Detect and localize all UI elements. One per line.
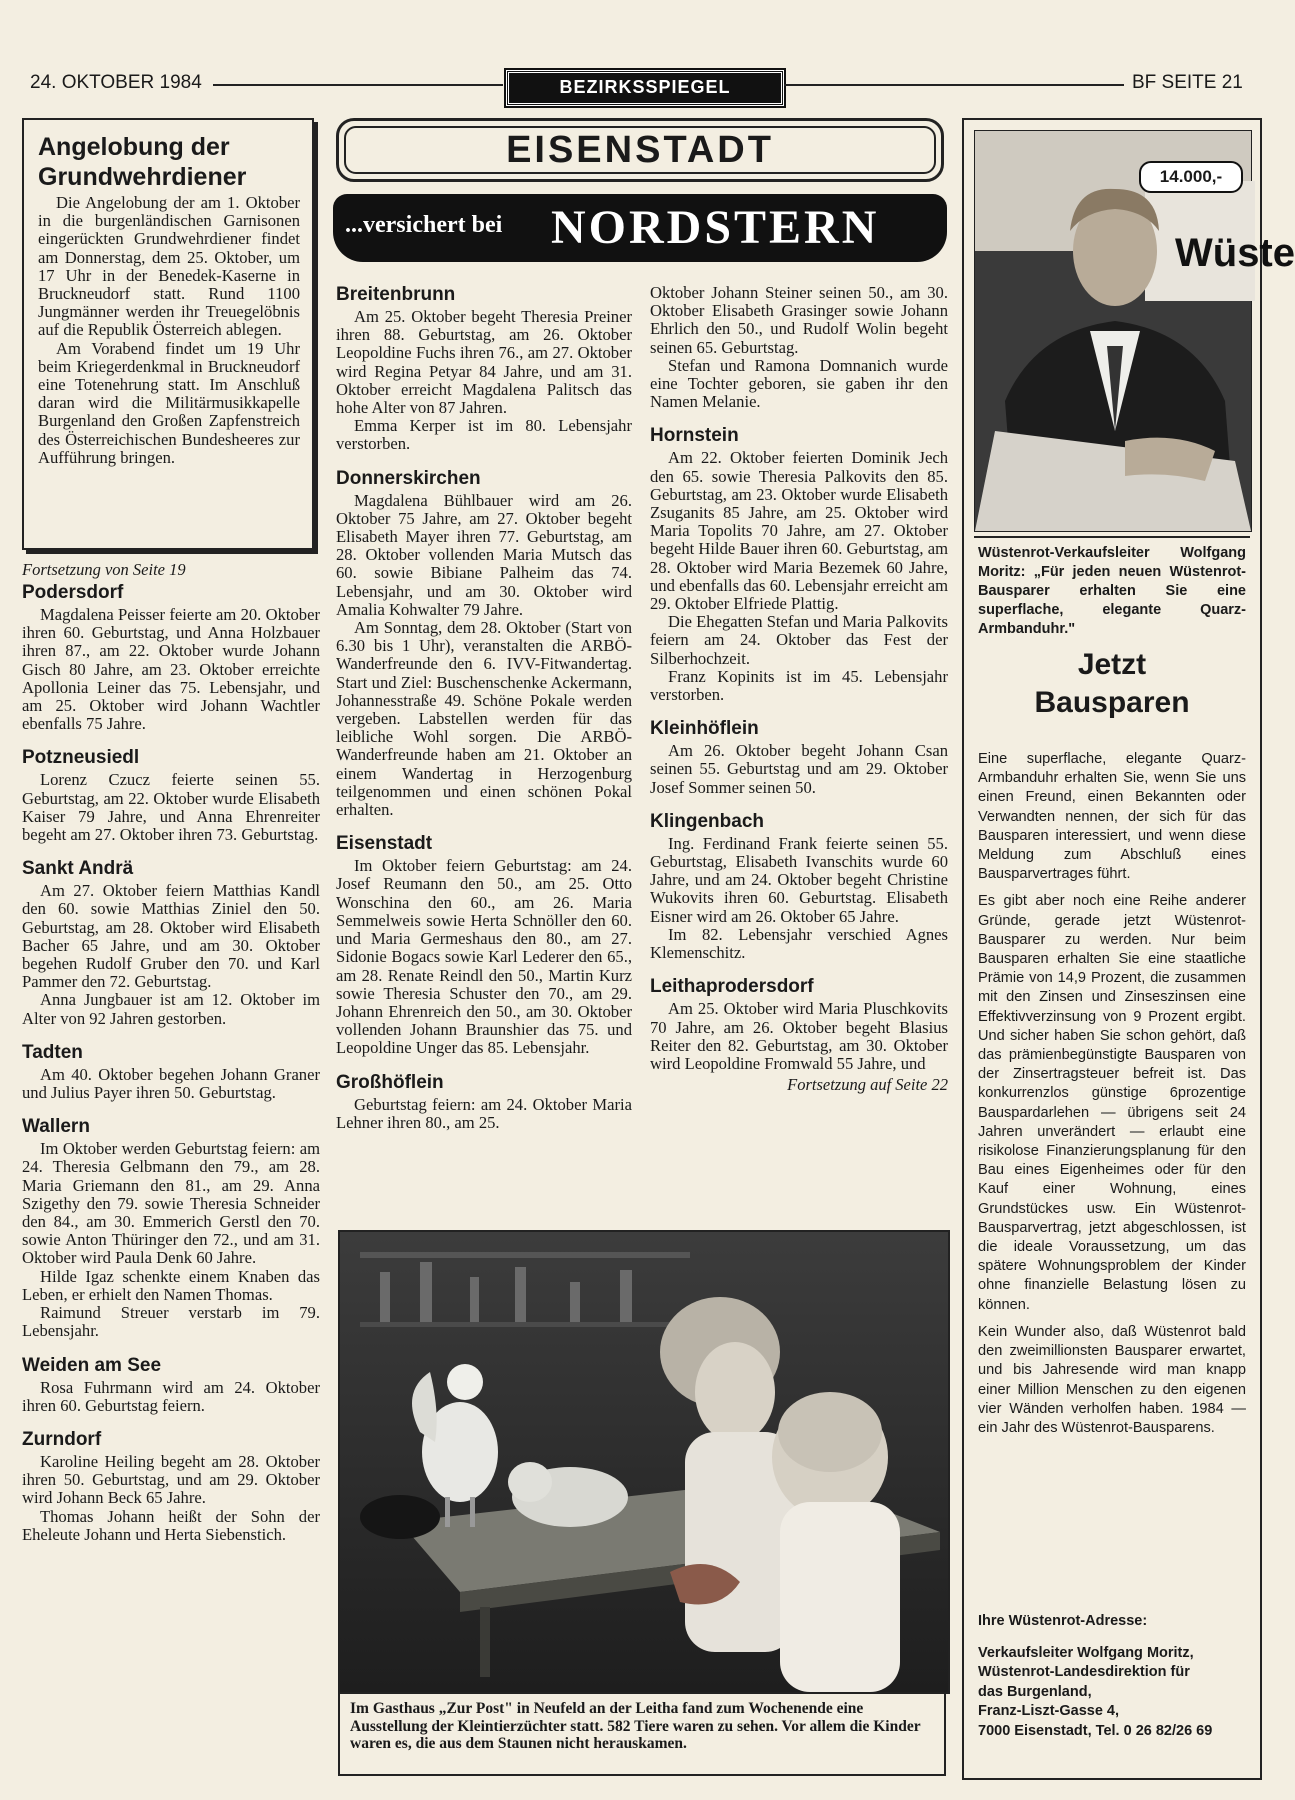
header-rule-right [784, 84, 1124, 86]
box-article-paragraph: Am Vorabend findet um 19 Uhr beim Kriegerdenkmal in Bruckneudorf eine Totenehrung statt. Im Anschluß daran wird die Militärmusikkapelle Burgenland den Großen Zapfenstreich des Österreichischen Bundesheeres zur Aufführung bringen. [38, 338, 300, 467]
section-paragraph: Am Sonntag, dem 28. Oktober (Start von 6.30 bis 1 Uhr), veranstalten die ARBÖ-Wanderfreunde den 6. IVV-Fitwandertag. Start und Ziel: Buschenschenke Ackermann, Johannesstraße 49. Schöne Pokale werden vergeben. Labstellen werden für das leibliche Wohl sorgen. Die ARBÖ-Wanderfreunde haben am 21. Oktober an einem Wandertag in Herzogenburg teilgenommen und einen schönen Pokal erhalten. [336, 618, 632, 820]
section-paragraph: Am 40. Oktober begehen Johann Graner und Julius Payer ihren 50. Geburtstag. [22, 1064, 320, 1103]
section-paragraph: Rosa Fuhrmann wird am 24. Oktober ihren 60. Geburtstag feiern. [22, 1377, 320, 1415]
section-paragraph: Am 22. Oktober feierten Dominik Jech den 65. sowie Theresia Palkovits den 85. Geburtstag, am 23. Oktober wurde Elisabeth Zsuganits 85 Jahre, am 25. Oktober wird Maria Topolits 70 Jahre, am 27. Oktober begeht Hilde Bauer ihren 60. Geburtstag, am 28. Oktober wird Maria Bezemek 60 Jahre, und ebenfalls das 60. Lebensjahr erreicht am 29. Oktober Elfriede Plattig. [650, 448, 948, 614]
section-paragraph: Lorenz Czucz feierte seinen 55. Geburtstag, am 22. Oktober wurde Elisabeth Kaiser 79 Jahre, und Anna Ehrenreiter begeht am 27. Oktober ihren 73. Geburtstag. [22, 770, 320, 845]
section-paragraph: Im Oktober werden Geburtstag feiern: am 24. Theresia Gelbmann den 79., am 28. Maria Griemann den 81., am 29. Anna Szigethy den 79. sowie Theresia Schneider den 84., am 30. Emmerich Gerstl den 70. sowie Anton Thüringer den 72., und am 31. Oktober wird Paula Denk 60 Jahre. [22, 1139, 320, 1268]
section-paragraph: Im 82. Lebensjahr verschied Agnes Klemenschitz. [650, 924, 948, 963]
ad-photo-sign-text: Wüste [1175, 231, 1295, 275]
section-heading: Podersdorf [22, 582, 124, 603]
box-article-title: Angelobung der Grundwehrdiener [38, 133, 247, 191]
section-paragraph: Am 25. Oktober begeht Theresia Preiner ihren 88. Geburtstag, am 26. Oktober Leopoldine Fuchs ihren 76., am 27. Oktober wird Regina Petyar 84 Jahre, und am 31. Oktober erreicht Magdalena Palitsch das hohe Alter von 87 Jahren. [336, 307, 632, 418]
section-paragraph: Thomas Johann heißt der Sohn der Eheleute Johann und Herta Siebenstich. [22, 1506, 320, 1544]
continued-from: Fortsetzung von Seite 19 [22, 560, 186, 579]
section-paragraph: Geburtstag feiern: am 24. Oktober Maria Lehner ihren 80., am 25. [336, 1094, 632, 1132]
section-heading: Kleinhöflein [650, 718, 759, 740]
section-heading: Zurndorf [22, 1428, 102, 1450]
section-heading: Weiden am See [22, 1354, 162, 1376]
header-page: BF SEITE 21 [1132, 72, 1243, 93]
section-paragraph: Franz Kopinits ist im 45. Lebensjahr verstorben. [650, 666, 948, 705]
section-heading: Potzneusiedl [22, 747, 140, 769]
photo-caption [338, 1694, 946, 1776]
column-3 [650, 284, 948, 1095]
ad-photo-sign-amount: 14.000,- [1139, 161, 1243, 193]
ad-headline-2: Bausparen [1034, 686, 1190, 719]
ad-photo-rule [974, 536, 1250, 538]
section-heading: Hornstein [650, 425, 739, 447]
ad-paragraph: Kein Wunder also, daß Wüstenrot bald den zweimillionsten Bausparer erwartet, und bis Jahresende wird man knapp einer Million Menschen zu den eigenen vier Wänden verholfen haben. 1984 — ein Jahr des Wüstenrot-Bausparens. [978, 1323, 1246, 1436]
ad-address-line: das Burgenland, [978, 1683, 1092, 1700]
photo-rabbit-show-image [340, 1232, 948, 1692]
section-paragraph: Am 26. Oktober begeht Johann Csan seinen 55. Geburtstag und am 29. Oktober Josef Sommer seinen 50. [650, 741, 948, 797]
section-paragraph: Am 27. Oktober feiern Matthias Kandl den 60. sowie Matthias Ziniel den 50. Geburtstag, am 28. Oktober wird Elisabeth Bacher 65 Jahre, und am 30. Oktober begehen Rudolf Gruber den 70. und Karl Pammer den 72. Geburtstag. [22, 881, 320, 992]
section-paragraph: Magdalena Peisser feierte am 20. Oktober ihren 60. Geburtstag, und Anna Holzbauer ihren 87., am 22. Oktober wurde Johann Gisch 80 Jahre, am 23. Oktober erreichte Apollonia Leiner das 75. Lebensjahr, und am 25. Oktober wird Johann Wachtler ebenfalls 75 Jahre. [22, 605, 320, 734]
section-paragraph: Emma Kerper ist im 80. Lebensjahr verstorben. [336, 416, 632, 454]
box-article [22, 118, 314, 550]
section-heading: Sankt Andrä [22, 858, 134, 880]
ad-wuestenrot [962, 118, 1295, 1780]
ad-body [978, 750, 1246, 1438]
section-paragraph: Magdalena Bühlbauer wird am 26. Oktober 75 Jahre, am 27. Oktober begeht Elisabeth Mayer ihren 77. Geburtstag, am 28. Oktober vollenden Maria Mutsch das 60. sowie Bibiane Palheim das 74. Lebensjahr, und am 30. Oktober wird Amalia Kohwalter 79 Jahre. [336, 490, 632, 619]
section-paragraph: Anna Jungbauer ist am 12. Oktober im Alter von 92 Jahren gestorben. [22, 990, 320, 1028]
continued-to: Fortsetzung auf Seite 22 [787, 1075, 948, 1095]
section-paragraph: Ing. Ferdinand Frank feierte seinen 55. Geburtstag, Elisabeth Ivanschits wurde 60 Jahre, und am 24. Oktober begeht Christine Wukovits ihren 60. Geburtstag. Elisabeth Eisner wird am 26. Oktober 65 Jahre. [650, 833, 948, 926]
banner-eisenstadt [336, 118, 944, 182]
section-paragraph: Karoline Heiling begeht am 28. Oktober ihren 50. Geburtstag, und am 29. Oktober wird Johann Beck 65 Jahre. [22, 1451, 320, 1508]
ad-photo [974, 130, 1295, 532]
ad-address-line: Verkaufsleiter Wolfgang Moritz, [978, 1644, 1194, 1661]
header-section: BEZIRKSSPIEGEL [506, 70, 784, 106]
section-heading: Wallern [22, 1116, 90, 1138]
photo-rabbit-show [338, 1230, 950, 1694]
header-date: 24. OKTOBER 1984 [30, 72, 202, 93]
section-paragraph: Hilde Igaz schenkte einem Knaben das Leben, er erhielt den Namen Thomas. [22, 1266, 320, 1304]
ad-caption: Wüstenrot-Verkaufsleiter Wolfgang Moritz: „Für jeden neuen Wüstenrot-Bausparer erhalten Sie eine superflache, elegante Quarz-Armbanduhr." [978, 545, 1246, 637]
section-paragraph: Stefan und Ramona Domnanich wurde eine Tochter geboren, sie gaben ihr den Namen Melanie. [650, 355, 948, 412]
banner-brand: NORDSTERN [551, 201, 880, 254]
section-paragraph: Im Oktober feiern Geburtstag: am 24. Josef Reumann den 50., am 25. Otto Wonschina den 60., am 26. Maria Semmelweis sowie Herta Schnöller den 60. und Maria Germeshaus den 80., am 27. Sidonie Bogacs sowie Karl Lederer den 65., am 28. Renate Reindl den 50., Martin Kurz sowie Theresia Schuster den 70., am 29. Johann Ehrenreich den 50., am 30. Oktober vollenden Johann Braunshier das 75. und Leopoldine Unger das 85. Lebensjahr. [336, 856, 632, 1058]
ad-address-label: Ihre Wüstenrot-Adresse: [978, 1613, 1148, 1629]
photo-caption-text: Im Gasthaus „Zur Post" in Neufeld an der Leitha fand zum Wochenende eine Ausstellung der Kleintierzüchter statt. 582 Tiere waren zu sehen. Vor allem die Kinder waren es, die aus dem Staunen nicht herauskamen. [350, 1700, 921, 1752]
section-heading: Breitenbrunn [336, 284, 456, 305]
section-paragraph: Die Ehegatten Stefan und Maria Palkovits feiern am 24. Oktober das Fest der Silberhochzeit. [650, 612, 948, 668]
column-1 [22, 560, 320, 1544]
ad-address-line: 7000 Eisenstadt, Tel. 0 26 82/26 69 [978, 1722, 1213, 1739]
box-article-paragraph: Die Angelobung der am 1. Oktober in die burgenländischen Garnisonen eingerückten Grundwehrdiener findet am Donnerstag, dem 25. Oktober, um 17 Uhr in der Benedek-Kaserne in Bruckneudorf statt. Rund 1100 Jungmänner werden ihr Treuegelöbnis auf die Republik Österreich ablegen. [38, 193, 300, 340]
ad-paragraph: Es gibt aber noch eine Reihe anderer Gründe, gerade jetzt Wüstenrot-Bausparer zu werden. Nur beim Bausparen erhalten Sie eine staatliche Prämie von 14,9 Prozent, die zusammen mit den Zinsen und Zinseszinsen eine Effektivverzinsung von 9 Prozent ergibt. Und sicher haben Sie schon gehört, daß das prämienbegünstigte Bausparen von der Zinsertragsteuer befreit ist. Das konkurrenzlos günstige 6prozentige Bauspardarlehen — übrigens seit 24 Jahren unverändert — erlaubt eine risikolose Finanzierungsplanung für den Bau eines Eigenheimes oder für den Kauf einer Wohnung, eines Grundstückes usw. Ein Wüstenrot-Bausparvertrag, jetzt abgeschlossen, ist die ideale Voraussetzung, um das spätere Wohnungsproblem der Kinder ohne finanzielle Belastung lösen zu können. [978, 893, 1246, 1313]
section-heading: Klingenbach [650, 810, 765, 832]
banner-nordstern [333, 194, 947, 262]
ad-paragraph: Eine superflache, elegante Quarz-Armbanduhr erhalten Sie, wenn Sie uns einen Freund, einen Bekannten oder Verwandten nennen, der sich für das Bausparen interessiert, und wenn diese Meldung zum Abschluß eines Bausparvertrages führt. [978, 751, 1246, 883]
banner-title: EISENSTADT [506, 129, 774, 171]
ad-address [978, 1612, 1248, 1741]
section-heading: Donnerskirchen [336, 467, 481, 489]
section-paragraph: Raimund Streuer verstarb im 79. Lebensjahr. [22, 1303, 320, 1341]
header-rule-left [213, 84, 503, 86]
banner-sub-prefix: ...versichert bei [345, 212, 503, 238]
section-heading: Tadten [22, 1041, 83, 1063]
ad-headline-1: Jetzt [1077, 648, 1147, 681]
section-heading: Leithaprodersdorf [650, 976, 814, 998]
ad-address-line: Wüstenrot-Landesdirektion für [978, 1664, 1190, 1680]
section-paragraph: Oktober Johann Steiner seinen 50., am 30. Oktober Elisabeth Grasinger sowie Johann Ehrlich den 50., und Rudolf Wolin begeht seinen 65. Geburtstag. [650, 283, 948, 357]
section-paragraph: Am 25. Oktober wird Maria Pluschkovits 70 Jahre, am 26. Oktober begeht Blasius Reiter den 82. Geburtstag, am 30. Oktober wird Leopoldine Fromwald 55 Jahre, und [650, 999, 948, 1073]
section-heading: Großhöflein [336, 1071, 444, 1093]
column-2 [336, 282, 632, 1132]
section-heading: Eisenstadt [336, 833, 433, 855]
ad-address-line: Franz-Liszt-Gasse 4, [978, 1703, 1120, 1719]
